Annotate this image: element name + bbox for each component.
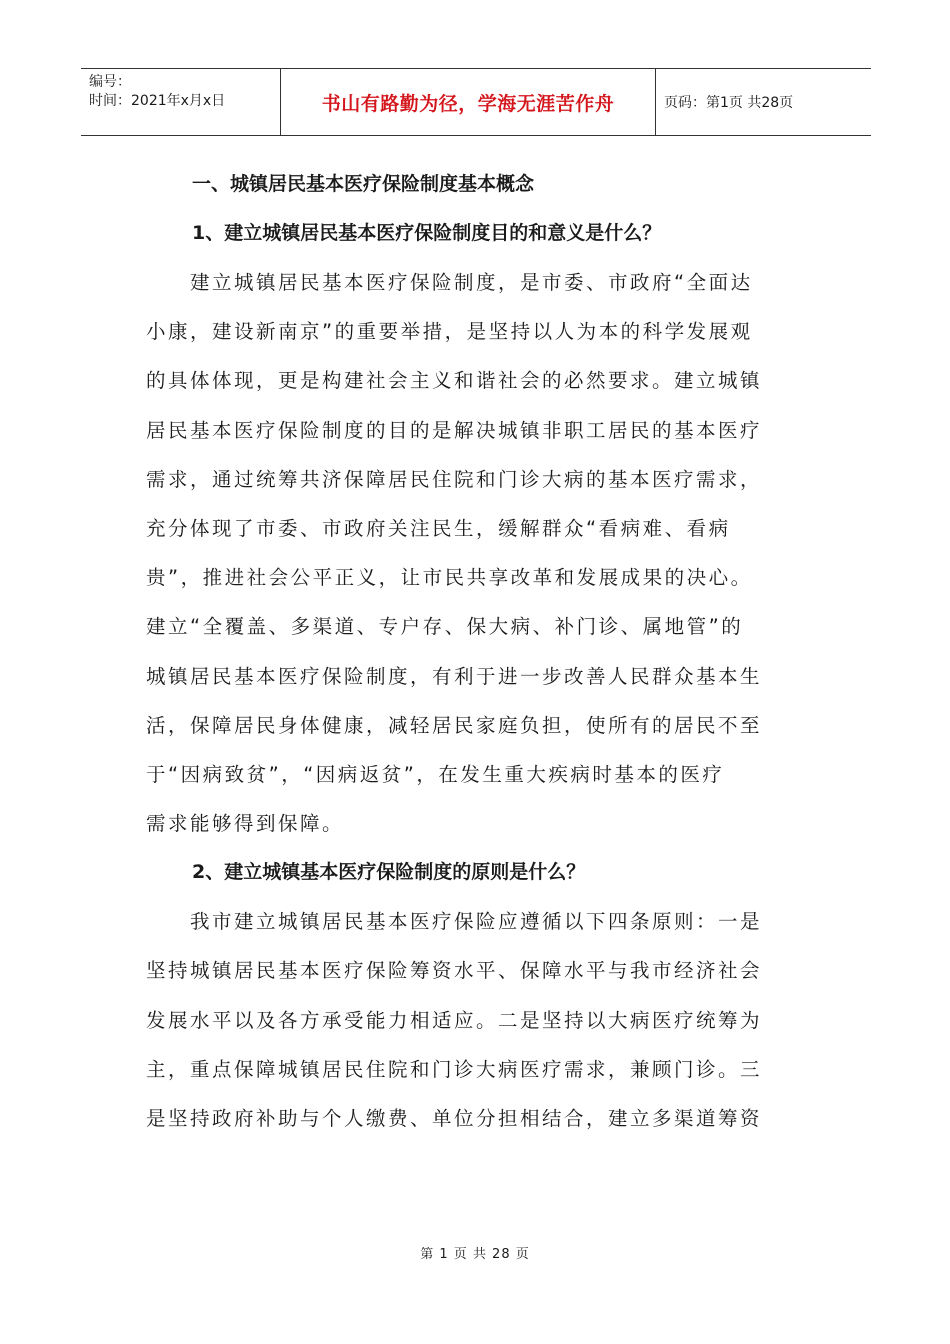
paragraph-line: 充分体现了市委、市政府关注民生，缓解群众“看病难、看病 <box>146 516 731 540</box>
question-1-heading: 1、建立城镇居民基本医疗保险制度目的和意义是什么？ <box>192 222 662 244</box>
answer-1-paragraph <box>146 258 808 848</box>
header-meta-cell <box>81 69 281 135</box>
page-footer: 第 1 页 共 28 页 <box>420 1247 530 1262</box>
paragraph-line: 居民基本医疗保险制度的目的是解决城镇非职工居民的基本医疗 <box>146 418 763 442</box>
paragraph-line: 建立“全覆盖、多渠道、专户存、保大病、补门诊、属地管”的 <box>146 615 744 639</box>
paragraph-line: 坚持城镇居民基本医疗保险筹资水平、保障水平与我市经济社会 <box>146 959 763 983</box>
header-page-info: 页码：第1页 共28页 <box>664 95 794 111</box>
paragraph-line: 是坚持政府补助与个人缴费、单位分担相结合，建立多渠道筹资 <box>146 1107 763 1130</box>
paragraph-line: 我市建立城镇居民基本医疗保险应遵循以下四条原则：一是 <box>146 910 763 934</box>
header-motto-cell <box>281 69 656 135</box>
paragraph-line: 活，保障居民身体健康，减轻居民家庭负担，使所有的居民不至 <box>146 713 763 737</box>
question-2-heading: 2、建立城镇基本医疗保险制度的原则是什么？ <box>192 861 586 884</box>
document-time-label: 时间：2021年x月x日 <box>89 93 226 109</box>
document-number-label: 编号： <box>89 74 131 90</box>
paragraph-line: 小康，建设新南京”的重要举措，是坚持以人为本的科学发展观 <box>146 320 753 344</box>
paragraph-line: 发展水平以及各方承受能力相适应。二是坚持以大病医疗统筹为 <box>146 1008 763 1032</box>
answer-2-paragraph <box>146 897 808 1143</box>
header-page-cell <box>656 69 871 135</box>
paragraph-line: 于“因病致贫”，“因病返贫”，在发生重大疾病时基本的医疗 <box>146 762 725 786</box>
paragraph-line: 建立城镇居民基本医疗保险制度，是市委、市政府“全面达 <box>146 271 753 294</box>
header-motto: 书山有路勤为径，学海无涯苦作舟 <box>321 92 615 115</box>
document-body <box>146 160 808 1143</box>
paragraph-line: 主，重点保障城镇居民住院和门诊大病医疗需求，兼顾门诊。三 <box>146 1057 763 1081</box>
paragraph-line: 城镇居民基本医疗保险制度，有利于进一步改善人民群众基本生 <box>146 664 763 688</box>
document-header <box>81 68 871 136</box>
paragraph-line: 贵”，推进社会公平正义，让市民共享改革和发展成果的决心。 <box>146 566 753 590</box>
section-title: 一、城镇居民基本医疗保险制度基本概念 <box>192 173 535 195</box>
paragraph-line: 需求，通过统筹共济保障居民住院和门诊大病的基本医疗需求， <box>146 467 763 491</box>
paragraph-line: 的具体体现，更是构建社会主义和谐社会的必然要求。建立城镇 <box>146 369 763 393</box>
paragraph-line: 需求能够得到保障。 <box>146 812 345 836</box>
